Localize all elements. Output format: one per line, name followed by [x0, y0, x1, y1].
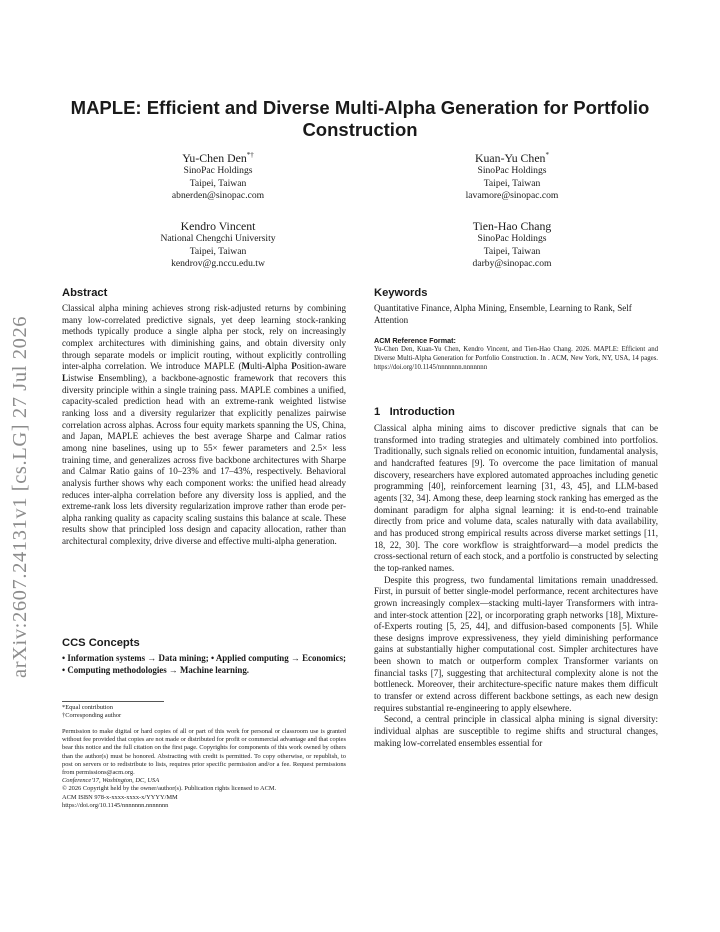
ccs-heading: CCS Concepts — [62, 637, 140, 649]
author-name: Kendro Vincent — [180, 219, 256, 233]
isbn-line: ACM ISBN 978-x-xxxx-xxxx-x/YYYY/MM — [62, 793, 178, 801]
author-affiliation: National Chengchi University — [160, 233, 276, 244]
footnote-rule — [62, 701, 164, 702]
author-affiliation: SinoPac Holdings — [477, 233, 547, 244]
keywords-text: Quantitative Finance, Alpha Mining, Ensemble, Learning to Rank, Self Attention — [374, 303, 632, 325]
abstract-heading: Abstract — [62, 287, 108, 299]
permission-block — [62, 728, 346, 810]
section-title: Introduction — [389, 406, 455, 418]
author-email: lavamore@sinopac.com — [465, 190, 559, 201]
author-location: Taipei, Taiwan — [189, 245, 247, 257]
author-location: Taipei, Taiwan — [189, 177, 247, 189]
author-block — [387, 219, 637, 271]
footnote-equal: *Equal contribution — [62, 704, 113, 711]
copyright-line: © 2026 Copyright held by the owner/author(s). Publication rights licensed to ACM. — [62, 785, 277, 793]
author-email: abnerden@sinopac.com — [171, 190, 265, 201]
author-marks: * — [545, 151, 549, 160]
abstract-section — [62, 286, 346, 548]
author-block — [93, 219, 343, 271]
author-name: Kuan-Yu Chen — [475, 151, 546, 165]
author-block — [93, 151, 343, 203]
keywords-heading: Keywords — [374, 287, 428, 299]
acm-ref-text: Yu-Chen Den, Kuan-Yu Chen, Kendro Vincent, and Tien-Hao Chang. 2026. MAPLE: Efficient and Diverse Multi-Alpha Generation for Portfolio Construction. In . ACM, New York, NY, USA, 14 pages. https://doi.org/10.1145/nnnnnnn.nnnnnnn — [374, 346, 658, 371]
section-number: 1 — [374, 406, 381, 418]
author-location: Taipei, Taiwan — [483, 177, 541, 189]
author-affiliation: SinoPac Holdings — [477, 165, 547, 176]
doi-line: https://doi.org/10.1145/nnnnnnn.nnnnnnn — [62, 801, 169, 809]
author-name: Yu-Chen Den — [182, 151, 247, 165]
author-name: Tien-Hao Chang — [472, 219, 552, 233]
author-email: darby@sinopac.com — [472, 258, 552, 269]
ccs-section — [62, 636, 346, 676]
ccs-text: • Information systems → Data mining; • Applied computing → Economics; • Computing methodologies → Machine learning. — [62, 653, 346, 675]
abstract-text: Classical alpha mining achieves strong risk-adjusted returns by combining many low-correlated predictive signals, yet deep learning stock-ranking methods typically produce a single alpha per stock, rely on increasingly complex architectures with diminishing gains, and obtain diversity only through separate models or implicit routing, without explicitly controlling inter-alpha correlation. We introduce MAPLE (Multi-Alpha Position-aware Listwise Ensembling), a backbone-agnostic framework that recovers this diversity principle within a single training pass. MAPLE combines a unified, capacity-scaled prediction head with an extreme-rank weighted listwise ranking loss and a diversity regularizer that explicitly penalizes pairwise correlation across alphas. Across four equity markets spanning the US, China, and Japan, MAPLE achieves the best average Sharpe and Calmar ratios among nine baselines, using up to 55× fewer parameters and 2.5× less training time, and generalizes across five backbone architectures with Sharpe and Calmar Ratio gains of 10–23% and 17–43%, respectively. Behavioral analysis further shows why each component works: the unified head already reduces inter-alpha correlation before any diversity loss is applied, and the extreme-rank loss lets diversity regularization improve rather than erode per-alpha ranking quality as capacity scaling sustains this balance at scale. These results show that principled loss design and capacity allocation, rather than architectural complexity, drive diverse and effective multi-alpha generation. — [62, 303, 346, 547]
acm-ref-heading: ACM Reference Format: — [374, 336, 456, 345]
author-marks: *† — [246, 151, 254, 160]
arxiv-stamp: arXiv:2607.24131v1 [cs.LG] 27 Jul 2026 — [9, 315, 31, 678]
intro-heading — [374, 405, 658, 419]
intro-body — [374, 423, 658, 749]
permission-text: Permission to make digital or hard copies of all or part of this work for personal or classroom use is granted without fee provided that copies are not made or distributed for profit or commercial advantage and that copies bear this notice and the full citation on the first page. Copyrights for components of this work owned by others than the author(s) must be honored. Abstracting with credit is permitted. To copy otherwise, or republish, to post on servers or to redistribute to lists, requires prior specific permission and/or a fee. Request permissions from permissions@acm.org. — [62, 728, 346, 777]
author-affiliation: SinoPac Holdings — [183, 165, 253, 176]
conference-line: Conference'17, Washington, DC, USA — [62, 777, 160, 785]
footnotes — [62, 701, 346, 720]
keywords-section — [374, 286, 658, 326]
author-email: kendrov@g.nccu.edu.tw — [171, 258, 265, 269]
intro-paragraph: Second, a central principle in classical alpha mining is signal diversity: individual alphas are susceptible to regime shifts and structural changes, making low-correlated ensembles essential for — [374, 714, 658, 748]
author-block — [387, 151, 637, 203]
intro-paragraph: Despite this progress, two fundamental limitations remain unaddressed. First, in pursuit of better single-model performance, recent architectures have grown increasingly complex—stacking multi-layer Transformers with intra- and inter-stock attention [22], or incorporating graph networks [18], Mixture-of-Experts routing [5, 25, 44], and diffusion-based components [5]. While these designs improve expressiveness, they yield diminishing performance gains at substantially higher computational cost. Simpler architectures have been shown to match or outperform complex Transformer variants on financial tasks [7], suggesting that architectural complexity alone is not the bottleneck. Moreover, their architecture-specific nature makes them difficult to transfer or extend across different backbone settings, as each new design requires substantial re-engineering to apply elsewhere. — [374, 574, 658, 713]
intro-paragraph: Classical alpha mining aims to discover predictive signals that can be transformed into trading strategies and ultimately combined into portfolios. Traditionally, such signals relied on economic intuition, fundamental analysis, and handcrafted features [9]. To overcome the pace limitation of manual discovery, researchers have explored automated approaches including genetic programming [40], reinforcement learning [31, 43, 45], and LLM-based agents [32, 34]. Among these, deep learning stock ranking has emerged as the dominant paradigm for alpha signal learning: it is end-to-end trainable directly from price and volume data, scales naturally with data availability, and has produced strong empirical results across diverse market settings [11, 18, 22, 30]. The core workflow is straightforward—a model predicts the cross-sectional return of each stock, and a portfolio is constructed by selecting the top-ranked names. — [374, 423, 658, 573]
author-location: Taipei, Taiwan — [483, 245, 541, 257]
introduction-section — [374, 405, 658, 749]
paper-title: MAPLE: Efficient and Diverse Multi-Alpha Generation for Portfolio Construction — [70, 97, 650, 140]
acm-reference — [374, 336, 658, 372]
footnote-corresponding: †Corresponding author — [62, 712, 122, 720]
